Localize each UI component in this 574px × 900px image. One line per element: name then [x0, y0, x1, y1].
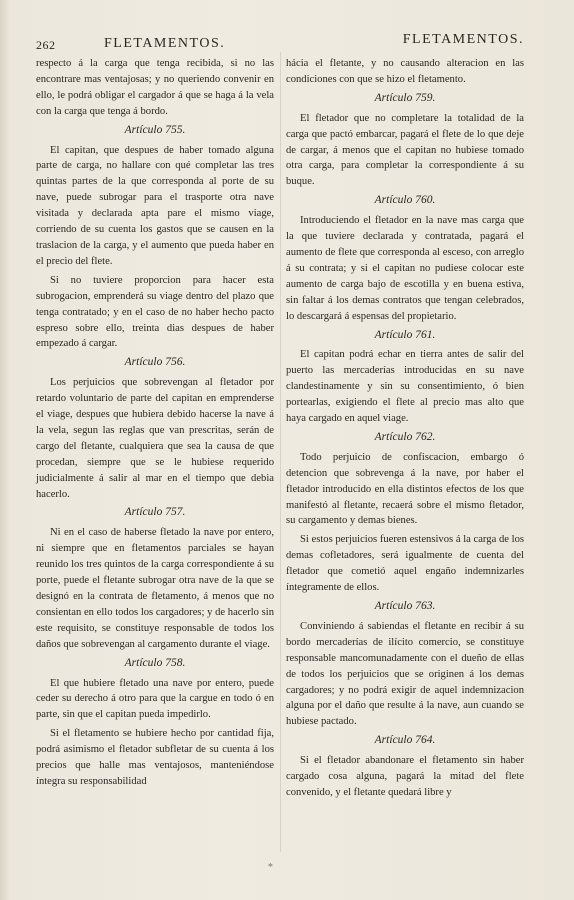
- paragraph: Si no tuviere proporcion para hacer esta subrogacion, emprenderá su viage dentro del plazo que tenga contratado; y en el caso de no haber hecho pacto espreso sobre ello, treinta dias despues de haber empezado á cargar.: [36, 274, 274, 350]
- article-heading: Artículo 760.: [374, 194, 436, 207]
- paragraph: Ni en el caso de haberse fletado la nave por entero, ni siempre que en fletamentos parciales se hayan reunido los tres quintos de la carga correspondiente á su porte, puede el fletante subrogar otra nave de la que se designó en la contrata de fletamento, á menos que no consientan en ello todos los cargadores; y de hacerlo sin este requisito, se constituye responsable de todos los daños que sobrevengan al cargamento durante el viage.: [36, 527, 274, 650]
- article-heading: Artículo 762.: [374, 430, 436, 443]
- footer-mark: *: [268, 862, 273, 873]
- paragraph: Introduciendo el fletador en la nave mas carga que la que tuviere declarada y contratada, pagará el aumento de flete que corresponda al esceso, con arreglo á su contrata; y si el capitan no pudiese colocar este aumento de carga bajo de escotilla y en buena estiva, sin faltar á los demas contratos que tengan celebrados, lo descargará á espensas del propietario.: [286, 215, 524, 322]
- article-heading: Artículo 761.: [374, 328, 436, 341]
- article-heading: Artículo 756.: [124, 356, 186, 369]
- paragraph: Conviniendo á sabiendas el fletante en recibir á su bordo mercaderías de ilícito comercio, se constituye responsable mancomunadamente con el dueño de ellas de todos los perjuicios que se originen á los demas cargadores; y no podrá exigir de aquel indemnizacion alguna por el daño que resulte á la nave, aun cuando se hubiese pactado.: [286, 620, 524, 728]
- paragraph: Si el fletamento se hubiere hecho por cantidad fija, podrá asimismo el fletador subfletar de su cuenta á los precios que halle mas ventajosos, manteniéndose íntegra su responsabilidad: [36, 728, 274, 787]
- paragraph: El fletador que no completare la totalidad de la carga que pactó embarcar, pagará el flete de lo que deje de cargar, á menos que el capitan no hubiese tomado otra carga, para completar la correspondiente á su buque.: [286, 112, 524, 188]
- paragraph: respecto á la carga que tenga recibida, si no las encontrare mas ventajosas; y no queriendo convenir en ello, le podrá obligar el cargador á que se haga á la vela con la carga que tenga á bordo.: [36, 58, 274, 117]
- page-header: [36, 34, 534, 52]
- right-column: [286, 56, 524, 804]
- paragraph: El capitan podrá echar en tierra antes de salir del puerto las mercaderías introducidas en su nave clandestinamente y sin su consentimiento, ó bien portearlas, exigiendo el flete al precio mas alto que haya cargado en aquel viage.: [286, 349, 524, 425]
- paragraph: Si el fletador abandonare el fletamento sin haber cargado cosa alguna, pagará la mitad del flete convenido, y el fletante quedará libre y: [286, 755, 524, 798]
- paragraph: Si estos perjuicios fueren estensivos á la carga de los demas cofletadores, será igualmente de cuenta del fletador que cometió aquel engaño indemnizarles íntegramente de ellos.: [286, 534, 524, 594]
- article-heading: Artículo 755.: [124, 123, 186, 136]
- paragraph: hácia el fletante, y no causando alteracion en las condiciones con que se hizo el fletamento.: [286, 58, 524, 85]
- article-heading: Artículo 763.: [374, 600, 436, 612]
- article-heading: Artículo 764.: [374, 734, 436, 747]
- column-gutter: [280, 52, 281, 852]
- left-column: [36, 56, 274, 793]
- paragraph: El que hubiere fletado una nave por entero, puede ceder su derecho á otro para que la cargue en todo ó en parte, sin que el capitan pueda impedirlo.: [36, 677, 274, 721]
- paragraph: El capitan, que despues de haber tomado alguna parte de carga, no hallare con qué completar las tres quintas partes de la que corresponda al porte de su nave, puede subrogar para el trasporte otra nave visitada y declarada apta pare el mismo viage, corriendo de su cuenta los gastos que se causen en la traslacion de la carga, y el aumento que pueda haber en el precio del flete.: [36, 144, 274, 267]
- article-heading: Artículo 758.: [124, 656, 186, 669]
- paragraph: Los perjuicios que sobrevengan al fletador por retardo voluntario de parte del capitan en emprenderse el viage, despues que hubiera debido hacerse la nave á la vela, segun las reglas que van prescritas, serán de cargo del fletante, cualquiera que sea la causa de que procedan, siempre que se le hubiese requerido judicialmente á salir al mar en el tiempo que debia hacerlo.: [36, 377, 274, 500]
- page-number: 262: [36, 38, 56, 52]
- running-title-right: FLETAMENTOS.: [402, 32, 524, 47]
- paragraph: Todo perjuicio de confiscacion, embargo ó detencion que sobrevenga á la nave, por haber el fletador introducido en ella distintos efectos de los que manifestó al fletante, recaerá sobre el mismo fletador, su cargamento y demas bienes.: [286, 451, 524, 527]
- running-title-left: FLETAMENTOS.: [104, 36, 226, 51]
- article-heading: Artículo 759.: [374, 91, 436, 104]
- article-heading: Artículo 757.: [124, 506, 186, 519]
